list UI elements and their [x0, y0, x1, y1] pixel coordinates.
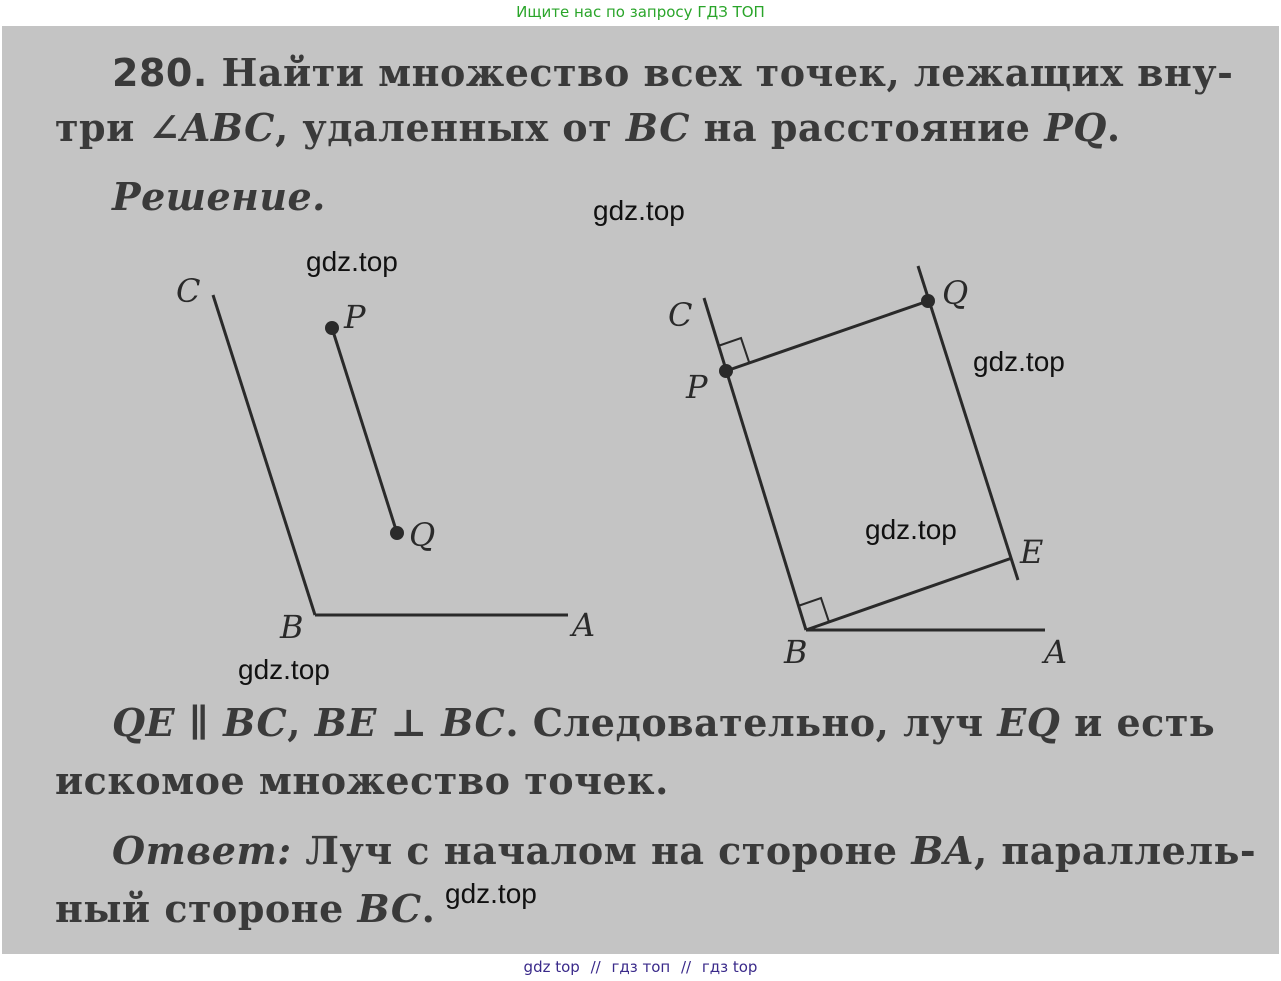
point-p — [325, 321, 339, 335]
text: ный стороне — [55, 886, 358, 931]
text: на расстояние — [689, 105, 1045, 150]
symbol-perp: ⊥ — [376, 700, 442, 745]
label-c: C — [668, 296, 693, 334]
label-a: A — [572, 606, 596, 644]
watermark: gdz.top — [973, 346, 1065, 377]
figure-2 — [704, 266, 1045, 630]
symbol-parallel: ∥ — [175, 700, 224, 745]
answer-label: Ответ: — [112, 828, 292, 873]
figure-1 — [213, 295, 568, 615]
footer-separator: // — [680, 958, 692, 976]
math-bc: BC — [223, 700, 288, 745]
text: , параллель- — [973, 828, 1257, 873]
ray-bc — [213, 295, 315, 615]
math-pq: PQ — [1044, 105, 1107, 150]
text: . — [421, 886, 436, 931]
math-qe: QE — [112, 700, 176, 745]
label-e: E — [1020, 533, 1044, 571]
watermark: gdz.top — [593, 195, 685, 226]
watermark: gdz.top — [865, 514, 957, 545]
watermark: gdz.top — [445, 878, 537, 909]
footer-link-3[interactable]: гдз top — [701, 958, 758, 976]
text: , — [287, 700, 315, 745]
math-abc: ABC — [180, 105, 275, 150]
problem-number: 280. — [112, 51, 208, 95]
math-be: BE — [314, 700, 377, 745]
problem-text-1: Найти множество всех точек, лежащих вну- — [221, 50, 1234, 95]
math-bc: BC — [357, 886, 422, 931]
conclusion-line-2: искомое множество точек. — [55, 758, 669, 803]
text: , удаленных от — [274, 105, 626, 150]
segment-be — [806, 558, 1012, 630]
conclusion-line-1 — [112, 700, 1215, 745]
math-eq: EQ — [997, 700, 1061, 745]
label-b: B — [784, 633, 808, 671]
text: . Следовательно, луч — [505, 700, 998, 745]
math-ba: BA — [911, 828, 974, 873]
label-a: A — [1044, 633, 1068, 671]
math-bc: BC — [625, 105, 690, 150]
text: три ∠ — [55, 105, 181, 150]
label-b: B — [280, 608, 304, 646]
label-p: P — [686, 368, 708, 406]
label-q: Q — [409, 516, 436, 554]
footer-bar — [0, 954, 1281, 981]
answer-line-2 — [55, 886, 435, 931]
watermark: gdz.top — [238, 654, 330, 685]
text: и есть — [1060, 700, 1216, 745]
answer-line-1 — [112, 828, 1256, 873]
point-p — [719, 364, 733, 378]
label-c: C — [176, 272, 201, 310]
text: . — [1106, 105, 1121, 150]
footer-separator: // — [590, 958, 601, 976]
label-p: P — [344, 298, 366, 336]
label-q: Q — [942, 274, 969, 312]
watermark: gdz.top — [306, 246, 398, 277]
point-q — [921, 294, 935, 308]
footer-link-2[interactable]: гдз топ — [611, 958, 671, 976]
segment-pq — [726, 301, 928, 371]
footer-link-1[interactable]: gdz top — [523, 958, 580, 976]
point-q — [390, 526, 404, 540]
text: Луч с началом на стороне — [291, 828, 912, 873]
math-bc: BC — [441, 700, 506, 745]
segment-pq — [332, 328, 397, 533]
solution-heading: Решение. — [112, 174, 326, 219]
banner-text: Ищите нас по запросу ГДЗ ТОП — [516, 3, 765, 21]
